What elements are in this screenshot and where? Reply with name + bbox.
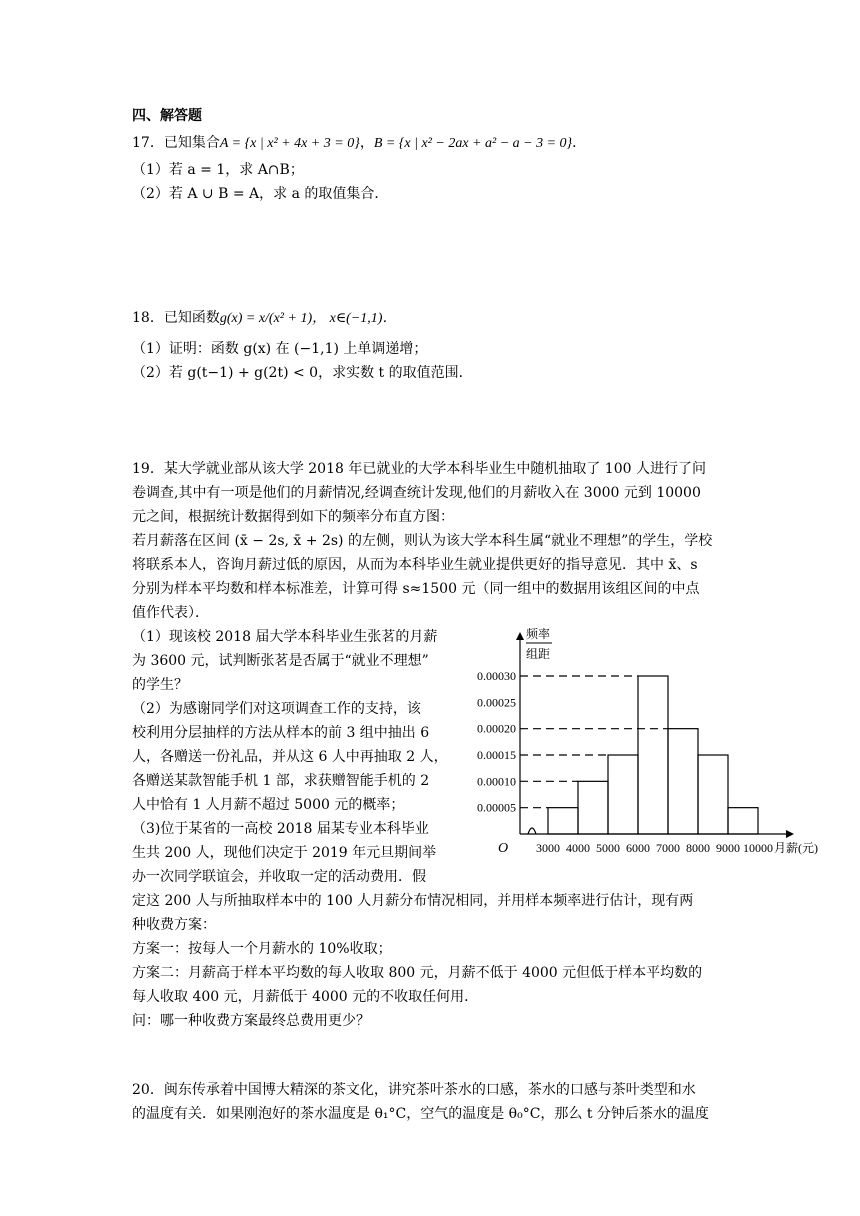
y-axis-label-bottom: 组距 [526,647,551,661]
q17-separator: ， [359,135,374,151]
q20-line: 20．闽东传承着中国博大精深的茶文化，讲究茶叶茶水的口感，茶水的口感与茶叶类型和水 [132,1082,696,1098]
q19-line: 将联系本人，咨询月薪过低的原因，从而为本科毕业生就业提供更好的指导意见．其中 x̄、s [132,557,698,573]
q19-line: 若月薪落在区间 (x̄ − 2s, x̄ + 2s) 的左侧，则认为该大学本科生属“就业不理想”的学生，学校 [132,533,713,549]
q19-left-line: （1）现该校 2018 届大学本科毕业生张茗的月薪 [132,629,438,645]
q17-set-b: B = {x | x² − 2ax + a² − a − 3 = 0} [373,136,573,151]
x-tick-label: 10000 [743,841,773,855]
q19-tail-line: 每人收取 400 元，月薪低于 4000 元的不收取任何用． [132,989,479,1005]
q18-part1: （1）证明：函数 g(x) 在 (−1,1) 上单调递增； [132,341,428,357]
histogram-svg [462,618,822,858]
section-heading: 四、解答题 [132,108,202,124]
q19-left-line: 生共 200 人，现他们决定于 2019 年元旦期间举 [132,845,437,861]
x-tick-label: 6000 [626,841,650,855]
x-axis-arrow [786,830,794,838]
y-tick-label: 0.00015 [477,748,516,762]
q20-line: 的温度有关．如果刚泡好的茶水温度是 θ₁°C，空气的温度是 θ₀°C，那么 t 分钟后茶水的温度 [132,1106,709,1122]
q17-part1: （1）若 a = 1，求 A∩B； [132,162,304,178]
q18-function: g(x) = x/(x² + 1)， x∈(−1,1)． [219,311,397,326]
q18-part2: （2）若 g(t−1) + g(2t) < 0，求实数 t 的取值范围． [132,365,473,381]
q17-stem [132,133,586,154]
y-tick-label: 0.00030 [477,669,516,683]
q17-set-a: A = {x | x² + 4x + 3 = 0} [219,136,360,151]
y-tick-label: 0.00025 [477,695,516,710]
q18-stem [132,308,396,329]
x-tick-label: 3000 [536,841,560,855]
q19-left-line: 人中恰有 1 人月薪不超过 5000 元的概率； [132,797,405,813]
q19-tail-line: 方案二：月薪高于样本平均数的每人收取 800 元，月薪不低于 4000 元但低于样本平均数的 [132,965,703,981]
q19-line: 元之间，根据统计数据得到如下的频率分布直方图： [132,509,454,525]
x-tick-label: 9000 [716,841,740,855]
q19-left-line: 的学生？ [132,677,188,693]
q19-tail-line: 问：哪一种收费方案最终总费用更少？ [132,1013,370,1029]
histogram-figure [462,618,822,862]
q19-line: 卷调查,其中有一项是他们的月薪情况,经调查统计发现,他们的月薪收入在 3000 元到 10000 [132,485,701,501]
q18-intro: 18．已知函数 [132,310,220,326]
y-tick-label: 0.00010 [477,774,516,789]
q19-left-line: 各赠送某款智能手机 1 部，求获赠智能手机的 2 [132,773,430,789]
x-tick-label: 7000 [656,841,680,855]
histogram-bar [638,676,668,834]
q17-part2: （2）若 A ∪ B = A，求 a 的取值集合． [132,186,389,202]
histogram-bar [728,808,758,834]
q19-line: 值作代表）． [132,605,209,621]
q19-left-line: （2）为感谢同学们对这项调查工作的支持，该 [132,701,421,717]
q19-left-line: 校利用分层抽样的方法从样本的前 3 组中抽出 6 [132,725,430,741]
axis-break-mark [528,828,536,834]
x-tick-label: 4000 [566,841,590,855]
q17-intro: 17．已知集合 [132,135,220,151]
x-tick-label: 8000 [686,841,710,855]
histogram-bar [578,781,608,834]
y-axis-arrow [516,632,524,640]
q19-tail-line: 种收费方案： [132,917,216,933]
q19-tail-line: 方案一：按每人一个月薪水的 10%收取； [132,941,392,957]
y-axis-label-top: 频率 [526,627,551,641]
x-tick-label: 5000 [596,841,620,855]
q19-left-line: 为 3600 元，试判断张茗是否属于“就业不理想” [132,653,429,669]
x-axis-label: 月薪(元) [774,841,818,855]
q19-line: 分别为样本平均数和样本标准差，计算可得 s≈1500 元（同一组中的数据用该组区间的中点 [132,581,700,597]
q19-line: 19．某大学就业部从该大学 2018 年已就业的大学本科毕业生中随机抽取了 100 人进行了问 [132,461,706,477]
histogram-bar [608,755,638,834]
q19-left-line: （3)位于某省的一高校 2018 届某专业本科毕业 [132,821,429,837]
y-tick-label: 0.00020 [477,721,516,736]
q19-left-line: 人，各赠送一份礼品，并从这 6 人中再抽取 2 人， [132,749,448,765]
origin-label: O [498,841,509,856]
y-tick-label: 0.00005 [477,800,516,815]
histogram-bar [668,729,698,834]
histogram-bar [548,808,578,834]
histogram-bar [698,755,728,834]
q19-left-line: 办一次同学联谊会，并收取一定的活动费用．假 [132,869,426,885]
q19-tail-line: 定这 200 人与所抽取样本中的 100 人月薪分布情况相同，并用样本频率进行估计，现有两 [132,893,694,909]
q17-end-mark: ． [572,135,587,151]
